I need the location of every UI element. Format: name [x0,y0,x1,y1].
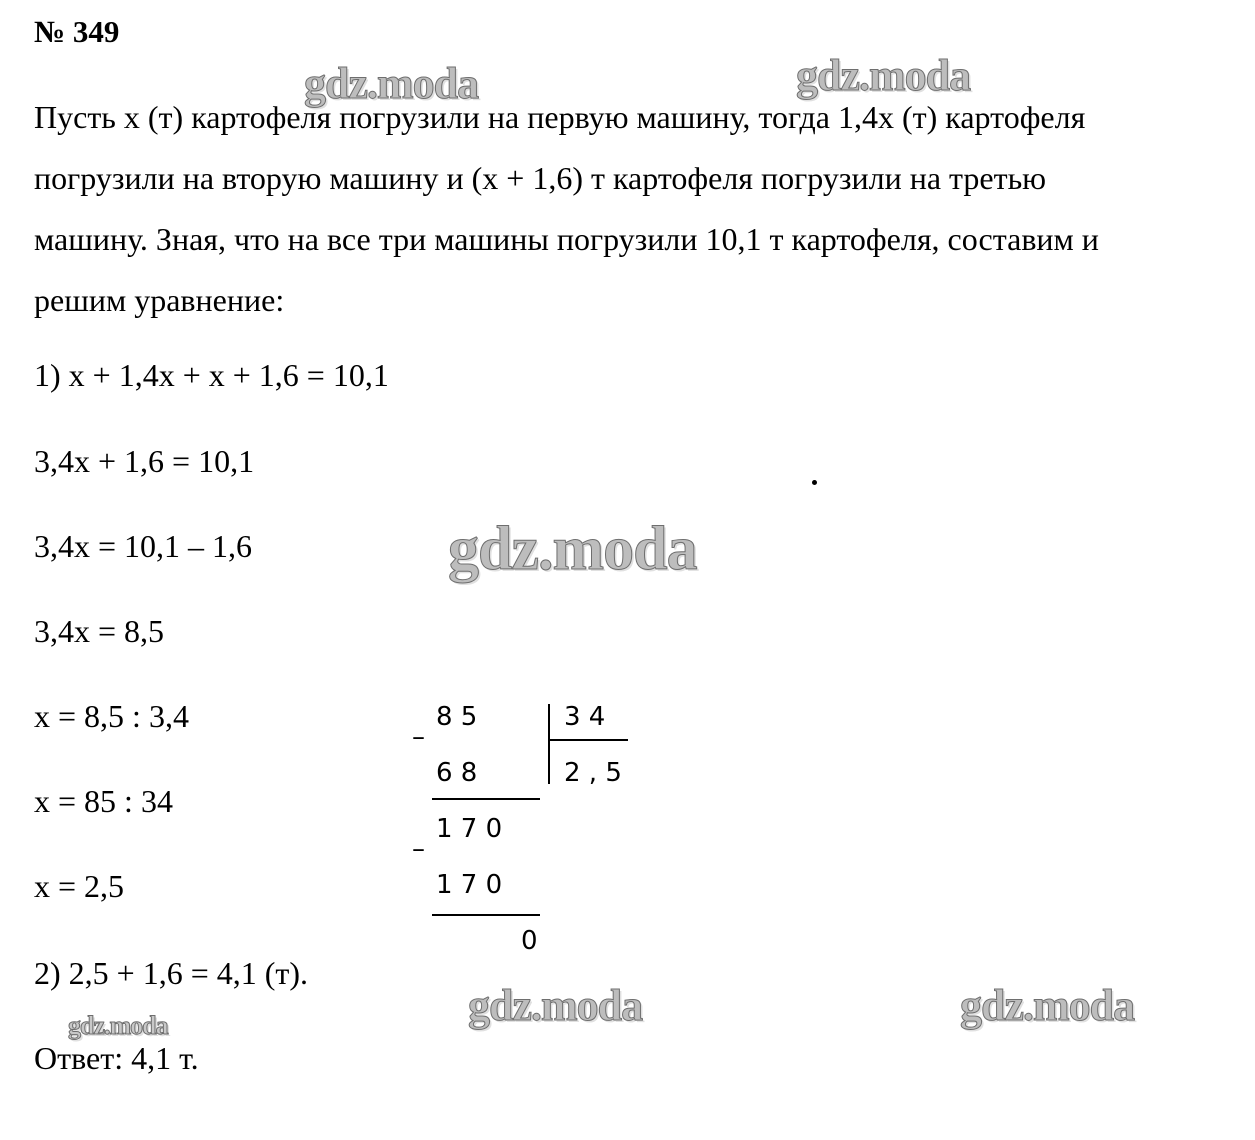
step-5: х = 8,5 : 3,4 [34,698,189,734]
watermark-logo: gdz.moda [304,59,479,108]
division-line-2 [432,914,540,916]
division-final-remainder: 0 [521,926,538,956]
division-subtrahend-2: 1 7 0 [436,870,503,900]
division-divisor: 3 4 [564,702,606,732]
division-minus-2: – [412,834,425,864]
division-line-1 [432,798,540,800]
division-remainder-1: 1 7 0 [436,814,503,844]
division-divisor-underline [550,739,628,741]
step-7: х = 2,5 [34,868,125,904]
intro-line-1: Пусть х (т) картофеля погрузили на первую машину, тогда 1,4х (т) картофеля [34,99,1086,135]
intro-line-3: машину. Зная, что на все три машины погрузили 10,1 т картофеля, составим и [34,221,1099,257]
problem-number: № 349 [34,14,120,49]
stray-dot [812,480,817,485]
intro-line-4: решим уравнение: [34,282,285,318]
step-3: 3,4х = 10,1 – 1,6 [34,528,253,564]
step-2: 3,4х + 1,6 = 10,1 [34,443,255,479]
step-1: 1) х + 1,4х + х + 1,6 = 10,1 [34,357,389,393]
step-6: х = 85 : 34 [34,783,173,819]
division-minus-1: – [412,722,425,752]
long-division [410,700,650,970]
division-subtrahend-1: 6 8 [436,758,478,788]
step-8: 2) 2,5 + 1,6 = 4,1 (т). [34,955,309,991]
watermark-logo: gdz.moda [448,515,697,583]
watermark-logo: gdz.moda [468,981,643,1030]
watermark-logo: gdz.moda [68,1011,168,1040]
answer: Ответ: 4,1 т. [34,1040,199,1076]
step-4: 3,4х = 8,5 [34,613,165,649]
division-dividend: 8 5 [436,702,478,732]
intro-line-2: погрузили на вторую машину и (х + 1,6) т картофеля погрузили на третью [34,160,1047,196]
division-quotient: 2 , 5 [564,758,622,788]
watermark-logo: gdz.moda [960,981,1135,1030]
division-vertical-line [548,704,550,784]
watermark-logo: gdz.moda [796,51,971,100]
